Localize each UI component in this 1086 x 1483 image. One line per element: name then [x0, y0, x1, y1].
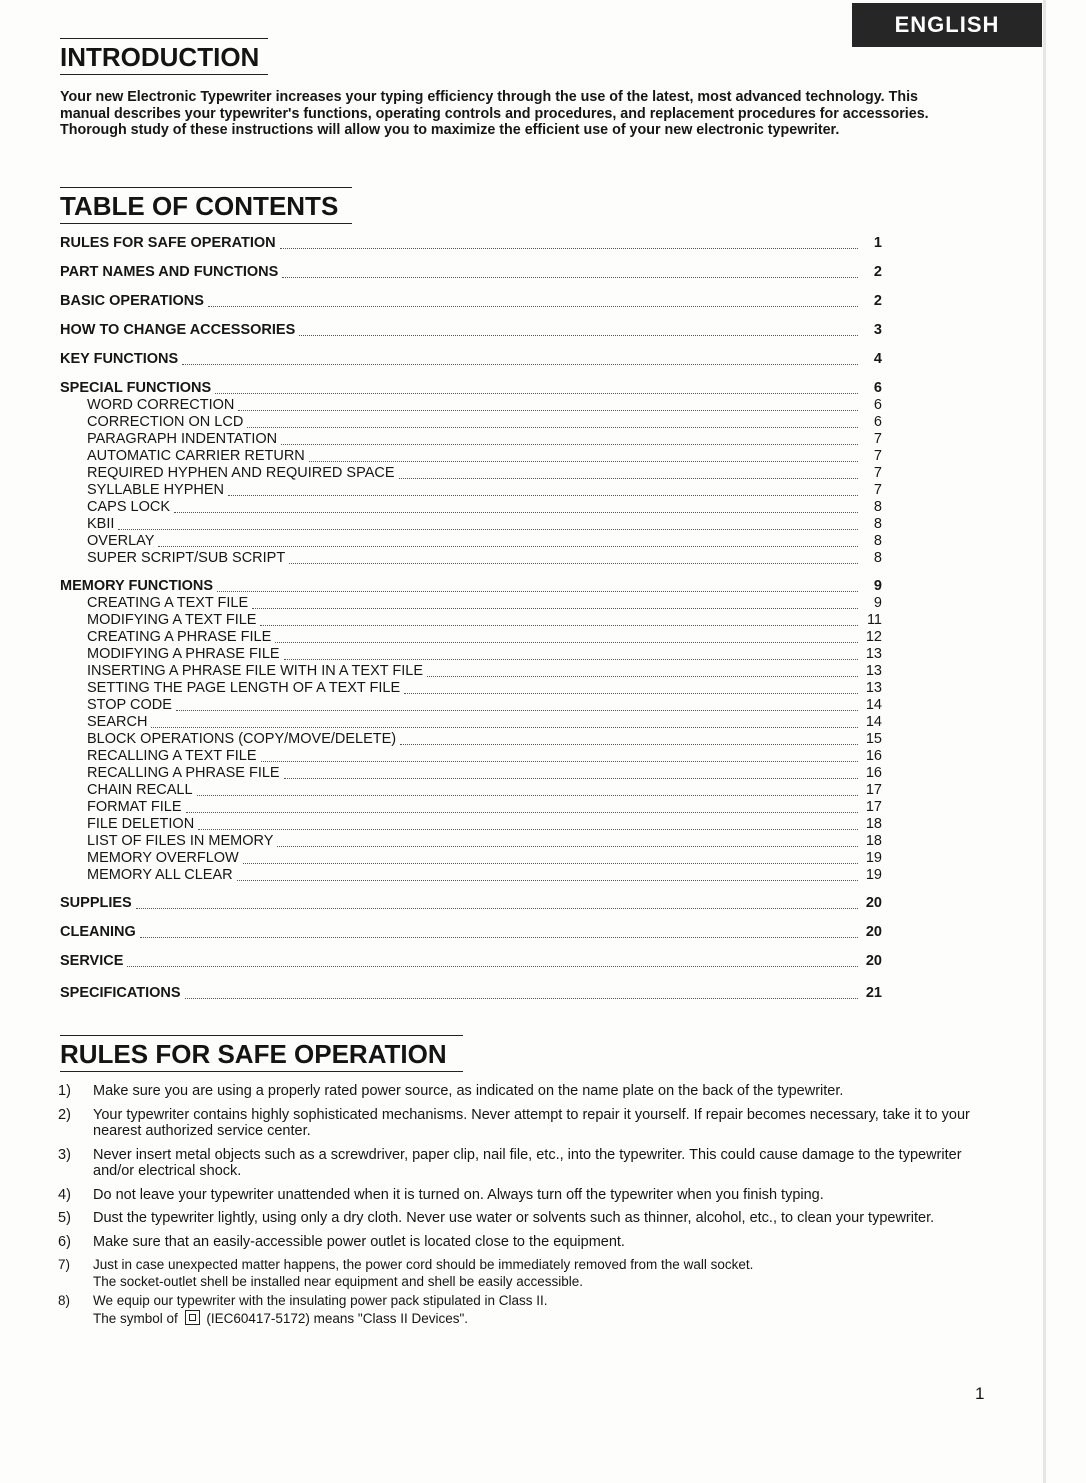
toc-entry-label: SUPPLIES	[60, 895, 132, 911]
toc-leader-dots	[185, 997, 858, 999]
toc-leader-dots	[247, 426, 858, 428]
toc-entry-page: 1	[873, 235, 882, 251]
toc-entry-page: 7	[873, 482, 882, 498]
toc-leader-dots	[289, 562, 858, 564]
toc-entry-page: 11	[866, 612, 882, 628]
toc-entry-label: SYLLABLE HYPHEN	[87, 482, 225, 498]
toc-entry-page: 7	[873, 431, 882, 447]
toc-entry-page: 20	[865, 953, 882, 969]
toc-subsection-entry	[60, 663, 882, 680]
toc-subsection-entry	[60, 629, 882, 646]
toc-entry-label: WORD CORRECTION	[87, 397, 235, 413]
rule-item	[58, 1293, 978, 1327]
toc-entry-page: 9	[873, 595, 882, 611]
toc-subsection-entry	[60, 482, 882, 499]
toc-leader-dots	[176, 709, 858, 711]
toc-entry-page: 6	[873, 397, 882, 413]
toc-entry-page: 14	[865, 697, 882, 713]
toc-leader-dots	[284, 658, 858, 660]
toc-entry-label: RECALLING A TEXT FILE	[87, 748, 257, 764]
rule-item	[58, 1147, 978, 1180]
rule-text: We equip our typewriter with the insulating power pack stipulated in Class II.	[93, 1293, 548, 1308]
toc-entry-page: 8	[873, 533, 882, 549]
rule-text: Make sure you are using a properly rated power source, as indicated on the name plate on the back of the typewriter.	[93, 1083, 844, 1099]
toc-entry-page: 20	[865, 895, 882, 911]
toc-entry-label: RECALLING A PHRASE FILE	[87, 765, 280, 781]
toc-entry-label: KEY FUNCTIONS	[60, 351, 179, 367]
toc-subsection-entry	[60, 816, 882, 833]
toc-subsection-entry	[60, 414, 882, 431]
toc-entry-label: KBII	[87, 516, 115, 532]
introduction-heading	[60, 38, 268, 75]
toc-entry-label: MEMORY ALL CLEAR	[87, 867, 233, 883]
toc-leader-dots	[136, 907, 858, 909]
toc-leader-dots	[228, 494, 858, 496]
rule-item	[58, 1187, 978, 1204]
toc-subsection-entry	[60, 731, 882, 748]
toc-subsection-entry	[60, 782, 882, 799]
toc-leader-dots	[127, 965, 858, 967]
toc-entry-label: FILE DELETION	[87, 816, 195, 832]
toc-section-entry	[60, 895, 882, 912]
toc-entry-page: 18	[865, 833, 882, 849]
rule-number: 6)	[58, 1233, 71, 1250]
toc-entry-page: 19	[865, 850, 882, 866]
toc-subsection-entry	[60, 748, 882, 765]
toc-leader-dots	[281, 443, 858, 445]
toc-leader-dots	[260, 624, 858, 626]
toc-leader-dots	[217, 590, 858, 592]
toc-entry-label: CLEANING	[60, 924, 136, 940]
toc-entry-page: 2	[873, 264, 882, 280]
rule-number: 4)	[58, 1186, 71, 1203]
toc-subsection-entry	[60, 833, 882, 850]
toc-entry-page: 9	[873, 578, 882, 594]
rule-number: 5)	[58, 1210, 71, 1226]
toc-subsection-entry	[60, 550, 882, 567]
toc-entry-label: CAPS LOCK	[87, 499, 170, 515]
toc-leader-dots	[158, 545, 858, 547]
toc-entry-page: 16	[865, 748, 882, 764]
toc-subsection-entry	[60, 448, 882, 465]
toc-entry-label: SERVICE	[60, 953, 124, 969]
toc-leader-dots	[261, 760, 858, 762]
rule-text: Dust the typewriter lightly, using only a dry cloth. Never use water or solvents such as thinner, alcohol, etc., to clean your typewriter.	[93, 1210, 935, 1226]
toc-section-entry	[60, 293, 882, 310]
toc-section-entry	[60, 351, 882, 368]
toc-section-entry	[60, 985, 882, 1002]
toc-subsection-entry	[60, 799, 882, 816]
toc-entry-page: 4	[873, 351, 882, 367]
toc-leader-dots	[282, 276, 858, 278]
introduction-paragraph: Your new Electronic Typewriter increases your typing efficiency through the use of the latest, most advanced technology. This manual describes your typewriter's functions, operating controls and procedures, and replacement procedures for accessories. Thorough study of these instructions will allow you to maximize the efficient use of your new electronic typewriter.	[60, 89, 929, 138]
toc-subsection-entry	[60, 697, 882, 714]
toc-entry-label: AUTOMATIC CARRIER RETURN	[87, 448, 305, 464]
rules-heading	[60, 1035, 463, 1072]
toc-subsection-entry	[60, 646, 882, 663]
toc-section-entry	[60, 322, 882, 339]
toc-entry-label: SPECIAL FUNCTIONS	[60, 380, 212, 396]
toc-leader-dots	[208, 305, 858, 307]
rule-text: Do not leave your typewriter unattended when it is turned on. Always turn off the typewriter when you finish typing.	[93, 1186, 824, 1203]
toc-leader-dots	[151, 726, 858, 728]
rule-item	[58, 1107, 978, 1140]
toc-subsection-entry	[60, 612, 882, 629]
toc-subsection-entry	[60, 397, 882, 414]
rules-heading-text: RULES FOR SAFE OPERATION	[60, 1039, 447, 1069]
rule-number: 7)	[58, 1257, 71, 1272]
toc-leader-dots	[252, 607, 858, 609]
toc-leader-dots	[186, 811, 858, 813]
toc-entry-page: 17	[865, 782, 882, 798]
toc-entry-label: PART NAMES AND FUNCTIONS	[60, 264, 279, 280]
toc-entry-label: MODIFYING A TEXT FILE	[87, 612, 257, 628]
toc-subsection-entry	[60, 680, 882, 697]
toc-subsection-entry	[60, 765, 882, 782]
rule-item	[58, 1234, 978, 1251]
toc-entry-label: MODIFYING A PHRASE FILE	[87, 646, 280, 662]
page-number: 1	[975, 1384, 985, 1403]
toc-entry-page: 18	[865, 816, 882, 832]
toc-section-entry	[60, 380, 882, 397]
rule-text: Your typewriter contains highly sophisticated mechanisms. Never attempt to repair it yourself. If repair becomes necessary, take it to your nearest authorized service center.	[93, 1106, 970, 1139]
toc-entry-page: 19	[865, 867, 882, 883]
toc-entry-page: 21	[865, 985, 882, 1001]
toc-subsection-entry	[60, 431, 882, 448]
toc-subsection-entry	[60, 867, 882, 884]
toc-entry-page: 17	[865, 799, 882, 815]
toc-entry-label: INSERTING A PHRASE FILE WITH IN A TEXT FILE	[87, 663, 424, 679]
toc-leader-dots	[400, 743, 858, 745]
toc-subsection-entry	[60, 465, 882, 482]
toc-entry-label: SPECIFICATIONS	[60, 985, 181, 1001]
toc-entry-label: OVERLAY	[87, 533, 155, 549]
toc-entry-page: 6	[873, 414, 882, 430]
toc-leader-dots	[118, 528, 858, 530]
page-edge-shadow	[1043, 0, 1046, 1483]
toc-entry-label: CORRECTION ON LCD	[87, 414, 244, 430]
toc-entry-page: 20	[865, 924, 882, 940]
toc-section-entry	[60, 264, 882, 281]
toc-entry-page: 7	[873, 448, 882, 464]
toc-leader-dots	[215, 392, 858, 394]
toc-entry-label: SEARCH	[87, 714, 148, 730]
toc-entry-page: 12	[865, 629, 882, 645]
toc-leader-dots	[140, 936, 858, 938]
toc-subsection-entry	[60, 714, 882, 731]
toc-entry-page: 16	[865, 765, 882, 781]
rule-number: 3)	[58, 1146, 71, 1163]
toc-heading-text: TABLE OF CONTENTS	[60, 191, 339, 221]
toc-leader-dots	[277, 845, 858, 847]
toc-entry-label: MEMORY OVERFLOW	[87, 850, 239, 866]
toc-entry-page: 14	[865, 714, 882, 730]
introduction-heading-text: INTRODUCTION	[60, 42, 260, 72]
toc-entry-label: CHAIN RECALL	[87, 782, 193, 798]
toc-entry-page: 13	[865, 646, 882, 662]
toc-entry-page: 8	[873, 516, 882, 532]
toc-entry-page: 13	[865, 663, 882, 679]
toc-leader-dots	[237, 879, 858, 881]
rule-item	[58, 1210, 978, 1227]
toc-entry-page: 6	[873, 380, 882, 396]
toc-entry-label: CREATING A PHRASE FILE	[87, 629, 272, 645]
toc-leader-dots	[182, 363, 858, 365]
toc-leader-dots	[198, 828, 858, 830]
toc-leader-dots	[284, 777, 858, 779]
rule-text-continued: The socket-outlet shell be installed near equipment and shell be easily accessible.	[93, 1273, 584, 1289]
toc-entry-page: 13	[865, 680, 882, 696]
toc-entry-label: BASIC OPERATIONS	[60, 293, 204, 309]
toc-leader-dots	[238, 409, 858, 411]
toc-leader-dots	[399, 477, 858, 479]
toc-subsection-entry	[60, 850, 882, 867]
toc-entry-label: SETTING THE PAGE LENGTH OF A TEXT FILE	[87, 680, 401, 696]
toc-section-entry	[60, 578, 882, 595]
toc-entry-label: MEMORY FUNCTIONS	[60, 578, 214, 594]
toc-subsection-entry	[60, 595, 882, 612]
toc-section-entry	[60, 953, 882, 970]
rule-item	[58, 1257, 978, 1290]
toc-entry-label: PARAGRAPH INDENTATION	[87, 431, 278, 447]
toc-leader-dots	[275, 641, 858, 643]
toc-entry-label: BLOCK OPERATIONS (COPY/MOVE/DELETE)	[87, 731, 397, 747]
rule-number: 1)	[58, 1083, 71, 1099]
toc-heading	[60, 187, 352, 224]
toc-leader-dots	[280, 247, 858, 249]
rule-number: 2)	[58, 1106, 71, 1123]
toc-entry-label: STOP CODE	[87, 697, 172, 713]
class-ii-symbol-icon	[185, 1310, 200, 1325]
rule-text: Never insert metal objects such as a screwdriver, paper clip, nail file, etc., into the typewriter. This could cause damage to the typewriter and/or electrical shock.	[93, 1146, 962, 1179]
toc-section-entry	[60, 924, 882, 941]
toc-entry-page: 3	[873, 322, 882, 338]
rule-text: Make sure that an easily-accessible power outlet is located close to the equipment.	[93, 1233, 625, 1250]
toc-subsection-entry	[60, 499, 882, 516]
toc-entry-label: LIST OF FILES IN MEMORY	[87, 833, 274, 849]
toc-subsection-entry	[60, 516, 882, 533]
toc-entry-label: RULES FOR SAFE OPERATION	[60, 235, 276, 251]
toc-entry-label: HOW TO CHANGE ACCESSORIES	[60, 322, 296, 338]
toc-entry-page: 8	[873, 499, 882, 515]
toc-entry-page: 8	[873, 550, 882, 566]
toc-leader-dots	[299, 334, 858, 336]
toc-entry-page: 2	[873, 293, 882, 309]
safety-rules-list	[58, 1083, 978, 1330]
toc-leader-dots	[243, 862, 858, 864]
toc-entry-page: 7	[873, 465, 882, 481]
toc-leader-dots	[309, 460, 858, 462]
rule-text: Just in case unexpected matter happens, the power cord should be immediately removed from the wall socket.	[93, 1257, 754, 1272]
toc-subsection-entry	[60, 533, 882, 550]
language-tab: ENGLISH	[852, 3, 1042, 47]
rule-item	[58, 1083, 978, 1100]
toc-entry-label: CREATING A TEXT FILE	[87, 595, 249, 611]
toc-section-entry	[60, 235, 882, 252]
toc-entry-page: 15	[865, 731, 882, 747]
toc-entry-label: SUPER SCRIPT/SUB SCRIPT	[87, 550, 286, 566]
toc-entry-label: REQUIRED HYPHEN AND REQUIRED SPACE	[87, 465, 395, 481]
toc-leader-dots	[404, 692, 858, 694]
toc-entry-label: FORMAT FILE	[87, 799, 182, 815]
rule-text-continued-end: (IEC60417-5172) means "Class II Devices".	[206, 1310, 469, 1326]
rule-text-continued: The symbol of	[93, 1310, 178, 1326]
toc-leader-dots	[174, 511, 858, 513]
rule-number: 8)	[58, 1293, 71, 1308]
toc-leader-dots	[427, 675, 858, 677]
toc-leader-dots	[197, 794, 858, 796]
